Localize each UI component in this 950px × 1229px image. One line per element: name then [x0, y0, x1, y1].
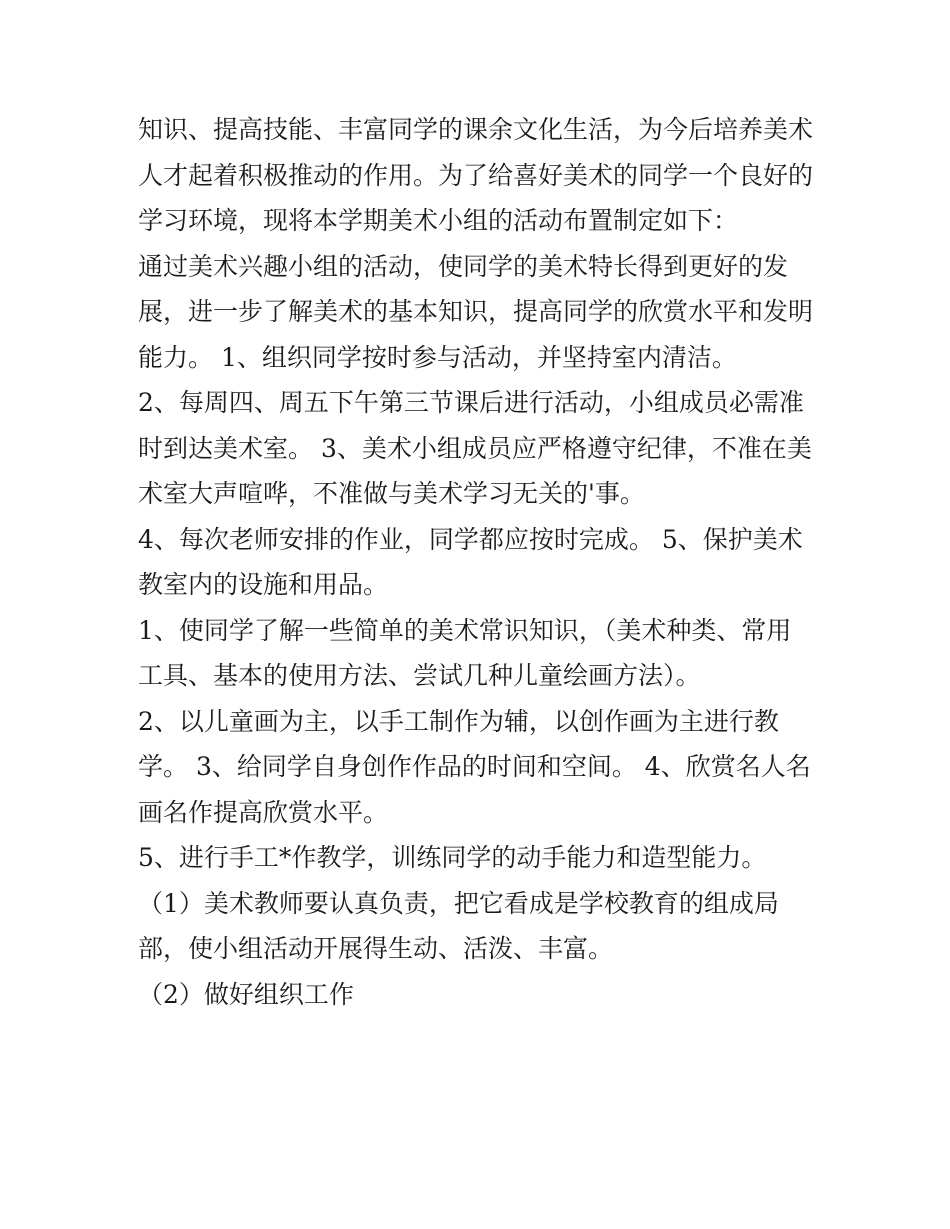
- text-line: 知识、提高技能、丰富同学的课余文化生活，为今后培养美术: [138, 115, 814, 144]
- text-line: 2、以儿童画为主，以手工制作为辅，以创作画为主进行教: [138, 706, 779, 736]
- text-line: 4、每次老师安排的作业，同学都应按时完成。 5、保护美术: [138, 524, 803, 554]
- text-line: 学习环境，现将本学期美术小组的活动布置制定如下：: [138, 206, 739, 235]
- text-line: 部，使小组活动开展得生动、活泼、丰富。: [138, 934, 614, 963]
- text-line: 工具、基本的使用方法、尝试几种儿童绘画方法）。: [138, 661, 701, 690]
- text-line: 人才起着积极推动的作用。为了给喜好美术的同学一个良好的: [138, 160, 814, 190]
- text-line: （1）美术教师要认真负责，把它看成是学校教育的组成局: [138, 888, 779, 918]
- text-line: 教室内的设施和用品。: [138, 570, 389, 599]
- text-line: 能力。 1、组织同学按时参与活动，并坚持室内清洁。: [138, 342, 737, 372]
- text-line: 学。 3、给同学自身创作作品的时间和空间。 4、欣赏名人名: [138, 752, 811, 781]
- document-body: [138, 107, 818, 1017]
- text-line: 术室大声喧哗，不准做与美术学习无关的'事。: [138, 479, 645, 508]
- text-line: 1、使同学了解一些简单的美术常识知识，（美术种类、常用: [138, 615, 792, 645]
- text-line: 5、进行手工*作教学，训练同学的动手能力和造型能力。: [138, 843, 767, 872]
- text-line: 画名作提高欣赏水平。: [138, 797, 389, 827]
- text-line: 2、每周四、周五下午第三节课后进行活动，小组成员必需准: [138, 388, 804, 417]
- text-line: 通过美术兴趣小组的活动，使同学的美术特长得到更好的发: [138, 251, 789, 281]
- text-line: 展，进一步了解美术的基本知识，提高同学的欣赏水平和发明: [138, 297, 814, 326]
- text-line: （2）做好组织工作: [138, 979, 354, 1009]
- text-line: 时到达美术室。 3、美术小组成员应严格遵守纪律，不准在美: [138, 433, 812, 463]
